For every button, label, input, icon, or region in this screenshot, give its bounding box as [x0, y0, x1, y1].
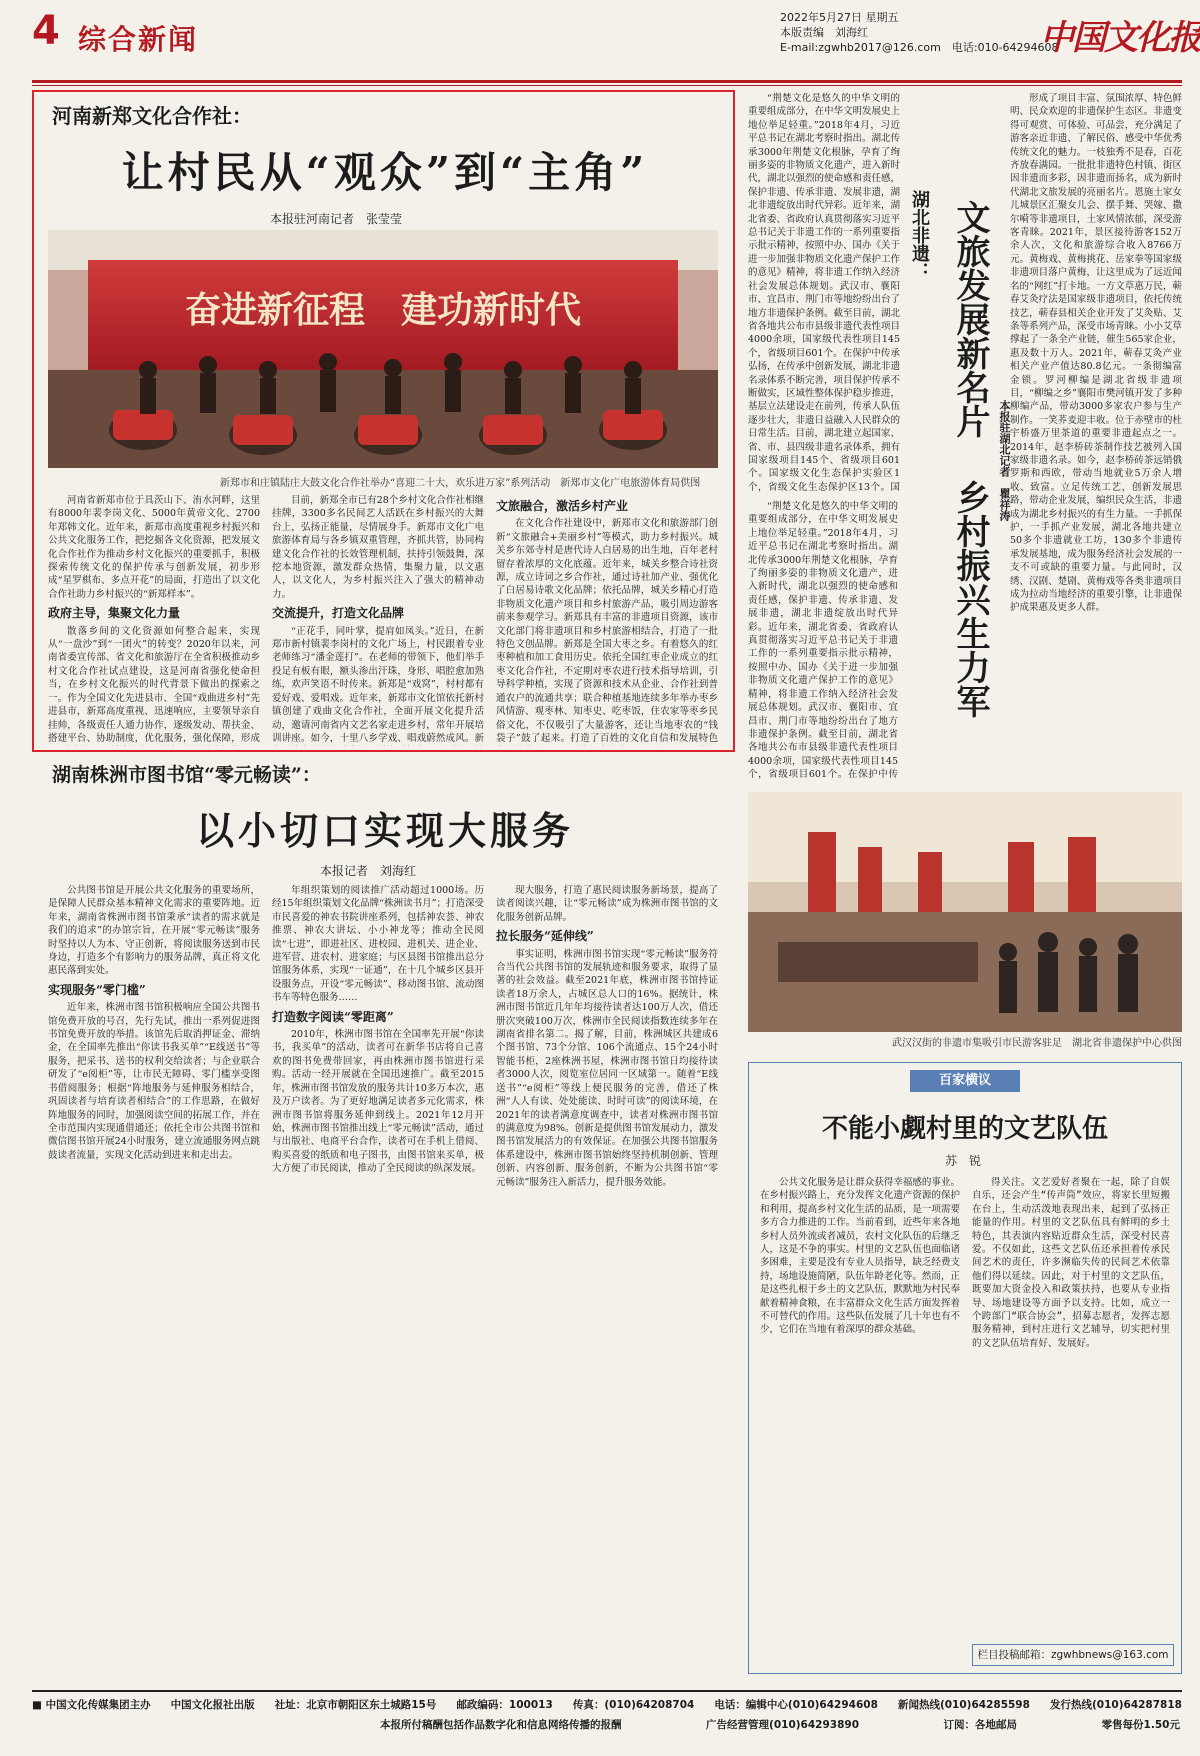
- article3-byline: 本报记者 刘海红: [320, 864, 417, 878]
- article4-column-label: 百家横议: [910, 1070, 1020, 1092]
- article1-photo-caption: 新郑市和庄镇陆庄大鼓文化合作社举办“喜迎二十大，欢乐进万家”系列活动 新郑市文化广电旅游体育局供图: [220, 478, 701, 489]
- article2-photo: [748, 792, 1182, 1032]
- banner-text: 奋进新征程 建功新时代: [184, 289, 582, 331]
- article4-column-1: [760, 1176, 960, 1636]
- article4-byline: 苏 锐: [945, 1154, 982, 1168]
- article1-byline: 本报驻河南记者 张莹莹: [270, 212, 403, 226]
- article1-subhead-1: 政府主导，集聚文化力量: [48, 606, 181, 621]
- article3-kicker: 湖南株洲市图书馆“零元畅读”：: [52, 764, 321, 786]
- article2-body-a: “荆楚文化是悠久的中华文明的重要组成部分，在中华文明发展史上地位举足轻重。”2018年4月，习近平总书记在湖北考察时指出。湖北传承3000年荆楚文化根脉，孕育了绚丽多姿的非物质文化遗产，进入新时代，湖北以强烈的使命感和责任感，保护非遗、传承非遗、发展非遗，湖北非遗绽放出时代异彩。近年来，湖北省委、省政府认真贯彻落实习近平总书记关于非遗工作的一系列重要指示批示精神，按照中办、国办《关于进一步加强非物质文化遗产保护工作的意见》精神，将非遗工作纳入经济社会发展总体规划。武汉市、襄阳市、宜昌市、荆门市等地纷纷出台了地方非遗保护条例。截至目前，湖北省各地共公布市县级非遗代表性项目4000余项，国家级代表性项目145个，省级项目601个。在保护中传承弘扬，在传承中创新发展，湖北非遗名录体系不断完善，项目保护传承不断做实，区域性整体保护稳步推进，基层立法建设走在前列，传承人队伍逐步壮大，非遗日益融入人民群众的日常生活。目前，湖北建立起国家、省、市、县四级非遗名录体系，拥有国家级项目145个、省级项目601个。国家级文化生态保护实验区1个，省级文化生态保护区13个。国: [748, 93, 900, 492]
- footer-price: 零售每份1.50元: [1101, 1719, 1180, 1731]
- article3-subhead-2: 打造数字阅读“零距离”: [272, 1009, 394, 1024]
- top-rule: [32, 80, 1182, 83]
- footer-royalty-note: 本报所付稿酬包括作品数字化和信息网络传播的报酬: [380, 1719, 622, 1731]
- stage-performance-illustration: [48, 230, 718, 468]
- article3-body-2-intro: 年组织策划的阅读推广活动超过1000场。历经15年组织策划文化品牌“株洲读书月”；打造深受市民喜爱的神农书院讲座系列，包括神农荟、神农推票、神农大讲坛、小小神龙等；推动全民阅读“七进”，即进社区、进校园、进机关、进企业、进军营、进农村、进家庭；与区县图书馆推出总分馆服务体系，实现“一证通”，在十几个城乡区县开设服务点，开设“零元畅读”、移动图书馆、流动图书车等特色服务……: [272, 885, 484, 1004]
- footer-rule: [32, 1690, 1182, 1692]
- top-rule-thin: [32, 85, 1182, 86]
- article4-headline: 不能小觑村里的文艺队伍: [821, 1114, 1108, 1144]
- article1-column-1: [48, 494, 260, 746]
- article2-body-c: “荆楚文化是悠久的中华文明的重要组成部分，在中华文明发展史上地位举足轻重。”2018年4月，习近平总书记在湖北考察时指出。湖北传承3000年荆楚文化根脉，孕育了绚丽多姿的非物质文化遗产，进入新时代，湖北以强烈的使命感和责任感，保护非遗、传承非遗、发展非遗，湖北非遗绽放出时代异彩。近年来，湖北省委、省政府认真贯彻落实习近平总书记关于非遗工作的一系列重要指示批示精神，按照中办、国办《关于进一步加强非物质文化遗产保护工作的意见》精神，将非遗工作纳入经济社会发展总体规划。武汉市、襄阳市、宜昌市、荆门市等地纷纷出台了地方非遗保护条例。截至目前，湖北省各地共公布市县级非遗代表性项目4000余项，国家级代表性项目145个，省级项目601个。在保护中传: [748, 501, 898, 781]
- section-title: 综合新闻: [78, 23, 199, 56]
- footer-line-2: [380, 1717, 1180, 1732]
- article3-column-1: [48, 884, 260, 1674]
- night-market-illustration: [748, 792, 1182, 1032]
- article3-headline: 以小切口实现大服务: [195, 808, 574, 853]
- article1-body-1: 散落乡间的文化资源如何整合起来，实现从“一盘沙”到“一团火”的转变？2020年以来，河南省委宣传部、省文化和旅游厅在全省积极推动乡村文化合作社试点建设，这是河南省强化使命担当，在乡村文化振兴的时代背景下做出的探索之一。作为全国文化先进县市、全国“戏曲进乡村”先进县市，新郑高度重视、迅速响应，主要领导亲自挂帅，各级责任人通力协作，逐级发动、帮扶金、搭建平台、协助制度，优化服务，强化保障，形成: [48, 625, 260, 744]
- article2-headline-b: 乡村振兴生力军: [950, 480, 990, 718]
- article2-column-c: [748, 500, 898, 782]
- article3-column-3: [496, 884, 718, 1674]
- article3-body-3: 事实证明，株洲市图书馆实现“零元畅读”服务符合当代公共图书馆的发展轨迹和服务要求，取得了显著的社会效益。截至2021年底，株洲市图书馆持证读者18万余人，占城区总人口的16%。据统计，株洲市图书馆近几年年均接待读者达100万人次，借还册次突破100万次，株洲市全民阅读指数连续多年在湖南省排名第二。揭了解，目前，株洲城区共建成6个图书馆、73个分馆、106个流通点、15个24小时智能书柜，2座株洲书屋，株洲市图书馆日均接待读者3000人次，阅览室位居同一区域第一。随着“E线送书”“e阅柜”等线上便民服务的完善，借还了株洲“人人有读、处处能读、时时可读”的阅读环境，在2021年的读者满意度调查中，读者对株洲市图书馆的满意度为98%。创新是提供图书馆发展动力，激发图书馆发展活力的有效保证。在加强公共图书馆服务体系建设中，株洲市图书馆始终坚持机制创新、管理创新、内容创新、服务创新，不断为公共图书馆“零元畅读”服务注入新活力，提升服务效能。: [496, 948, 718, 1188]
- article2-column-a: [748, 92, 900, 492]
- article1-body-2-intro: 目前，新郑全市已有28个乡村文化合作社相继挂牌，3300多名民间艺人活跃在乡村振兴的大舞台上，弘扬正能量，尽情展身手。新郑市文化广电旅游体育局与各乡镇双重管理，齐抓共管，协同构建文化合作社的长效管理机制，扶持引领鼓舞，深挖本地资源，激发群众热情，集聚力量，以文惠人，以文化人，为乡村振兴注入了强大的精神动力。: [272, 495, 484, 600]
- article3-body-1-intro: 公共图书馆是开展公共文化服务的重要场所，是保障人民群众基本精神文化需求的重要阵地。近年来，湖南省株洲市图书馆秉承“读者的需求就是我们的追求”的办馆宗旨，在开展“零元畅读”服务时坚持以人为本、守正创新，将阅读服务送到市民身边，打造多个有影响力的服务品牌，真正将文化惠民落到实处。: [48, 885, 260, 977]
- footer-subscription: 订阅：各地邮局: [943, 1719, 1018, 1731]
- issue-date: 2022年5月27日 星期五: [780, 11, 899, 24]
- article1-kicker: 河南新郑文化合作社：: [52, 104, 252, 128]
- article2-body-b: 形成了项目丰富、氛围浓厚、特色鲜明、民众欢迎的非遗保护生态区。非遗变得可观赏、可体验、可品尝，充分满足了游客亲近非遗、了解民俗、感受中华优秀传统文化的魅力。一枝独秀不是春，百花齐放春满园。一批批非遗特色村镇、街区因非遗而多彩，因非遗而扬名，成为新时代湖北文旅发展的亮丽名片。恩施土家女儿城景区汇聚女儿会、摆手舞、哭嫁、撒尔嗬等非遗项目，土家风情浓郁，深受游客青睐。2021年，景区接待游客152万余人次，文化和旅游综合收入8766万元。黄梅戏、黄梅挑花、岳家拳等国家级非遗项目落户黄梅，让这里成为了远近闻名的“网红”打卡地。一方文草惠万民，蕲春艾灸疗法是国家级非遗项目，依托传统技艺，蕲春县相关企业开发了艾灸贴、艾条等系列产品，深受市场青睐。小小艾草撑起了一条全产业链，催生565家企业，惠及数十万人。2021年，蕲春艾灸产业相关产业产值达80.8亿元。一条彻编富金锁。罗河柳编是湖北省级非遗项目，“柳编之乡”襄阳市樊河镇开发了多种柳编产品，带动3000多家农户参与生产制作。一笑荞麦迎丰收。位于赤壁市的杜宇桥盛万里茶道的重要非遗起点之一。2014年，赵李桥砖茶制作技艺被列入国家级非遗名录。如今，赵李桥砖茶远销俄罗斯和西欧，带动当地就业5万余人增收、致富。立足传统工艺，创新发展思路，带动企业发展，编织民众生活，非遗成为湖北乡村振兴的有生力量。一手抓保护，一手抓产业发展，湖北各地共建立50多个非遗就业工坊，130多个非遗传承发展基地，成为服务经济社会发展的一支不可或缺的重要力量。与此同时，汉绣、汉剧、楚剧、黄梅戏等各类非遗项目成为拉动当地经济的重要引擎，让非遗保护成果惠及更多人群。: [1010, 93, 1182, 614]
- article4-body-2: 得关注。文艺爱好者聚在一起，除了自娱自乐，还会产生“传声筒”效应，将家长里短搬在台上，生动活泼地表现出来，起到了弘扬正能量的作用。村里的文艺队伍具有鲜明的乡土特色，其表演内容贴近群众生活，深受村民喜爱。不仅如此，这些文艺队伍还承担着传承民间艺术的责任，许多濒临失传的民间艺术依靠他们得以延续。因此，对于村里的文艺队伍，既要加大资金投入和政策扶持，也要从专业指导、场地建设等方面予以支持。比如，成立一个跨部门“联合协会”，招募志愿者，发挥志愿服务精神，到村庄进行文艺辅导，切实把村里的文艺队伍培育好、发展好。: [972, 1177, 1170, 1349]
- article1-intro: 河南省新郑市位于具茨山下、洧水河畔，这里有8000年裴李岗文化、5000年黄帝文化、2700年郑韩文化。近年来，新郑市高度重视乡村振兴和公共文化服务工作，把挖掘各文化资源，把发展文化合作社作为推动乡村文化振兴的重要抓手，积极探索传统文化的保护传承与创新发展，初步形成“星罗棋布、多点开花”的局面，打造出了以文化合作社助力乡村振兴的“新郑样本”。: [48, 495, 260, 600]
- article1-column-2: [272, 494, 484, 746]
- article3-body-1: 近年来，株洲市图书馆积极响应全国公共图书馆免费开放的号召，先行先试，推出一系列促进图书馆免费开放的举措。该馆先后取消押证金、滞纳金，在全国率先推出“你读书我买单”“E线送书”等服务，把采书、送书的权利交给读者；与企业联合研发了“e阅柜”等，让市民无障碍、零门槛享受图书借阅服务；根据“阵地服务与延伸服务相结合，巩固读者与培育读者相结合”的工作思路，在做好阵地服务的同时，加强阅读空间的拓展工作，并在全市范围内实现通借通还；依托全市公共图书馆和微信图书馆开展24小时服务，建立流通服务网点跳鼓读者流量，实现文化活动到进来和走出去。: [48, 1002, 260, 1161]
- article2-headline-a: 文旅发展新名片: [950, 200, 990, 438]
- article1-subhead-3: 文旅融合，激活乡村产业: [496, 499, 629, 513]
- article2-kicker: 湖北非遗：: [909, 190, 930, 280]
- footer-distribution-hotline: 发行热线(010)64287818: [1050, 1699, 1182, 1711]
- article4-body-1: 公共文化服务是让群众获得幸福感的事业。在乡村振兴路上，充分发挥文化遗产资源的保护和利用，提高乡村文化生活的品质，是一项需要多方合力推进的工作。当前看到，近些年来各地乡村人员外流或者减员，农村文化队伍的后继乏人，这是不争的事实。村里的文艺队伍也面临诸多困难，主要是没有专业人员指导，缺乏经费支持，场地设施简陋，队伍年龄老化等。然而，正是这些扎根于乡土的文艺队伍，默默地为村民奉献着精神食粮，在丰富群众文化生活方面发挥着不可替代的作用。这些队伍发展了几十年也有不少，它们在当地有着深厚的群众基础。: [760, 1177, 960, 1336]
- article4-submission-email: 栏目投稿邮箱：zgwhbnews@163.com: [972, 1644, 1174, 1666]
- contact-line: E-mail:zgwhb2017@126.com 电话:010-64294608: [780, 41, 1059, 54]
- footer-address: 社址：北京市朝阳区东土城路15号: [274, 1699, 437, 1711]
- article1-photo: [48, 230, 718, 468]
- article3-subhead-3: 拉长服务“延伸线”: [496, 929, 594, 944]
- article3-column-2: [272, 884, 484, 1674]
- footer-line-1: [32, 1697, 1182, 1712]
- footer-editorial-phone: 电话：编辑中心(010)64294608: [714, 1699, 878, 1711]
- article1-body-3: 在文化合作社建设中，新郑市文化和旅游部门创新“文旅融合+美丽乡村”等模式，助力乡村振兴。城关乡东郊寺村是唐代诗人白居易的出生地，百年老村留存着浓厚的文化底蕴。近年来，城关乡整合诗社资源，成立诗词之乡合作社，通过诗社加产业、强优化了白居易诗歌文化品牌；依托品牌，城关乡精心打造非物质文化遗产项目和乡村旅游产品，吸引周边游客前来参观学习。新郑具有丰富的非遗项目资源，该市文化部门将非遗项目和乡村旅游相结合，打造了一批特色文创品牌。新郑是全国大枣之乡。有着悠久的红枣种植和加工食用历史。依托全国红枣企业成立的红枣文化合作社，不定期对枣农进行技术指导培训，引导科学种植，实现了资源和技术从企业、合作社到普通农户的流通共享；联合种植基地连续多年举办枣乡风情游、观枣林、知枣史、吃枣饭，住农家等枣乡民俗文化，不仅吸引了大量游客，还让当地枣农的“钱袋子”鼓了起来。打造了百姓的文化自信和发展特色: [496, 518, 718, 744]
- article3-subhead-1: 实现服务“零门槛”: [48, 982, 146, 997]
- article3-body-3-intro: 现大服务，打造了惠民阅读服务新场景，提高了读者阅读兴趣，让“零元畅读”成为株洲市图书馆的文化服务创新品牌。: [496, 885, 718, 923]
- article1-headline: 让村民从“观众”到“主角”: [121, 148, 649, 197]
- article4-column-2: [972, 1176, 1170, 1636]
- page-number: 4: [32, 8, 60, 54]
- footer-postcode: 邮政编码：100013: [456, 1699, 553, 1711]
- article2-photo-caption: 武汉汉街的非遗市集吸引市民游客驻足 湖北省非遗保护中心供图: [892, 1038, 1182, 1049]
- newspaper-logo: 中国文化报: [1040, 18, 1200, 58]
- footer-ad-phone: 广告经营管理(010)64293890: [706, 1719, 859, 1731]
- footer-news-hotline: 新闻热线(010)64285598: [897, 1699, 1030, 1711]
- article1-subhead-2: 交流提升，打造文化品牌: [272, 606, 405, 621]
- masthead-meta: [780, 10, 1059, 55]
- page-editor: 本版责编 刘海红: [780, 26, 868, 39]
- article1-body-2: “正花手，同叶掌，提肩如凤头。”近日，在新郑市新村镇裴李岗村的文化广场上，村民跟着专业老师练习“潘金莲打”。在老师的带领下，他们举手投足有板有眼，额头渗出汗珠，身形、唱腔愈加熟练，欢声笑语不时传来。新郑是“戏窝”，村村都有爱好戏、爱唱戏。近年来，新郑市文化馆依托新村镇创建了戏曲文化合作社，全面开展文化提升活动，邀请河南省内文艺名家走进乡村，常年开展培训讲座。如今，十里八乡学戏、唱戏蔚然成风。新: [272, 625, 484, 744]
- article3-body-2: 2010年，株洲市图书馆在全国率先开展“你读书，我买单”的活动，读者可在新华书店将自己喜欢的图书免费带回家，再由株洲市图书馆进行采购。活动一经开展就在全国迅速推广。截至2015年，株洲市图书馆发放的服务共计10多万本次，惠及万户读者。为了更好地满足读者多元化需求，株洲市图书馆将服务延伸到线上。2021年12月开始，株洲市图书馆推出线上“零元畅读”活动，通过与出版社、电商平台合作，读者可在手机上借阅、购买喜爱的纸质和电子图书，由图书馆来买单，极大方便了市民阅读，推动了全民阅读的纵深发展。: [272, 1029, 484, 1175]
- footer-publisher: ■ 中国文化传媒集团主办: [32, 1699, 151, 1711]
- article1-column-3: [496, 494, 718, 746]
- footer-fax: 传真：(010)64208704: [572, 1699, 695, 1711]
- footer-press: 中国文化报社出版: [170, 1699, 255, 1711]
- article2-column-b: [1010, 92, 1182, 782]
- article2-byline: 本报驻湖北记者 瞿祥涛: [998, 400, 1011, 521]
